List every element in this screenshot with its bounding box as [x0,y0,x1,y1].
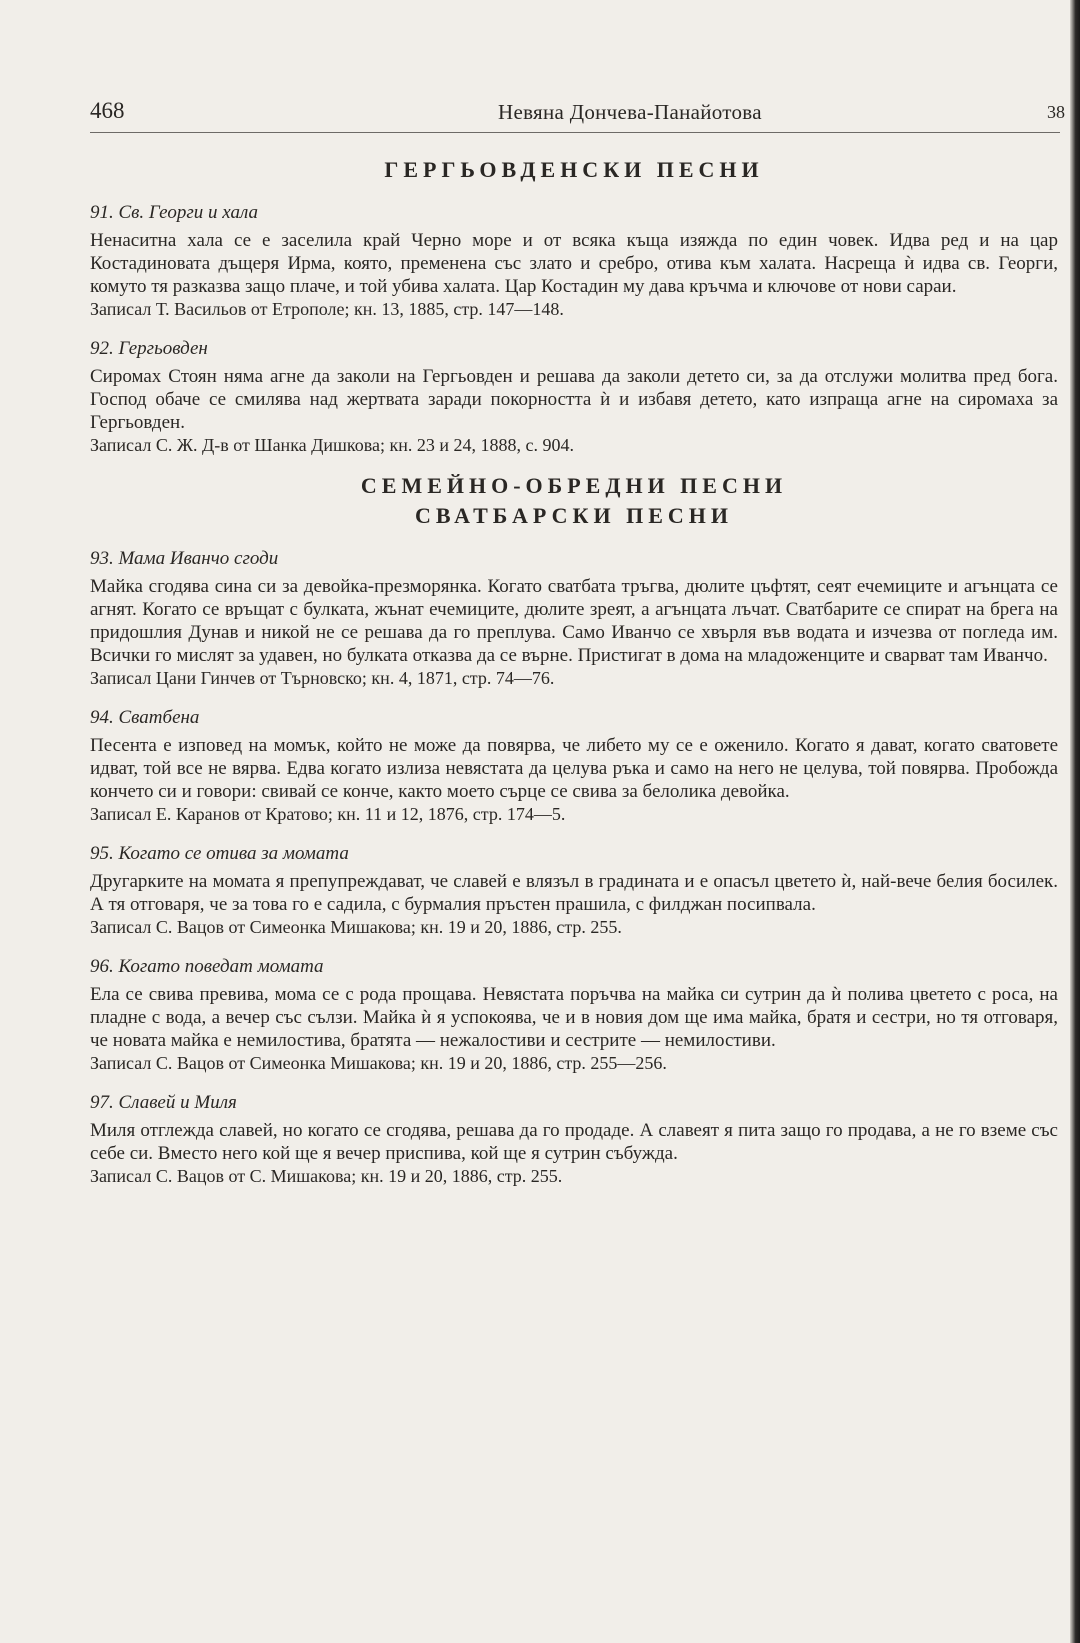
entry-97 [90,1091,1058,1188]
page-edge-shadow [1070,0,1080,1643]
spacer [90,457,1058,471]
entry-93 [90,547,1058,690]
entry-source: Записал Е. Каранов от Кратово; кн. 11 и 12, 1876, стр. 174—5. [90,804,566,824]
entry-title: 97. Славей и Миля [90,1092,237,1113]
entry-source: Записал С. Вацов от С. Мишакова; кн. 19 и 20, 1886, стр. 255. [90,1166,563,1186]
entry-source: Записал С. Вацов от Симеонка Мишакова; кн. 19 и 20, 1886, стр. 255—256. [90,1053,667,1073]
running-title: Невяна Дончева-Панайотова [498,100,762,124]
entry-summary: Ненаситна хала се е заселила край Черно море и от всяка къща изяжда по един човек. Идва ред и на цар Костадиновата дъщеря Ирма, която, пременена със злато и сребро, отива към халата. Насреща ѝ идва св. Георги, комуто тя разказва защо плаче, и той убива халата. Цар Костадин му дава кръчма и ключове от нови сараи. [90,230,1058,297]
entry-95 [90,842,1058,939]
entry-94 [90,706,1058,826]
entry-summary: Миля отглежда славей, но когато се сгодява, решава да го продаде. А славеят я пита защо го продава, а не го вземе със себе си. Вместо него кой ще я вечер приспива, кой ще я сутрин събужда. [90,1120,1058,1164]
entry-source: Записал Цани Гинчев от Търновско; кн. 4, 1871, стр. 74—76. [90,668,555,688]
entry-summary: Песента е изповед на момък, който не може да повярва, че либето му се е оженило. Когато я дават, когато сватовете идват, той все не вярва. Едва когато излиза невястата да целува ръка и само на него не целува, той повярва. Пробожда кончето си и говори: свивай се конче, както моето сърце се свива за белолика девойка. [90,735,1058,802]
entry-96 [90,955,1058,1075]
entry-title: 94. Сватбена [90,707,200,728]
entry-source: Записал Т. Васильов от Етрополе; кн. 13, 1885, стр. 147—148. [90,299,564,319]
entry-summary: Майка сгодява сина си за девойка-презморянка. Когато сватбата тръгва, дюлите цъфтят, сеят ечемиците и агънцата се агнят. Когато се връщат с булката, жънат ечемиците, дюлите зреят, а агънцата лъчат. Сватбарите се спират на брега на придошлия Дунав и никой не се решава да го преплува. Само Иванчо се хвърля във водата и изчезва от погледа им. Всички го мислят за удавен, но булката отказва да се върне. Пристигат в дома на младоженците и сварват там Иванчо. [90,576,1058,666]
entry-summary: Другарките на момата я препупреждават, че славей е влязъл в градината и е опасъл цветето ѝ, най-вече белия босилек. А тя отговаря, че за това го е садила, с бурмалия пръстен прашила, с филджан посипвала. [90,871,1058,915]
subsection-title: СВАТБАРСКИ ПЕСНИ [414,503,733,528]
entry-summary: Сиромах Стоян няма агне да заколи на Гергьовден и решава да заколи детето си, за да отслужи молитва пред бога. Господ обаче се смилява над жертвата заради покорността ѝ и избавя детето, като изпраща агне на сиромаха за Гергьовден. [90,366,1058,433]
header-divider [90,132,1060,133]
entry-title: 96. Когато поведат момата [90,956,324,977]
entry-92 [90,337,1058,457]
entry-source: Записал С. Вацов от Симеонка Мишакова; кн. 19 и 20, 1886, стр. 255. [90,917,622,937]
section-title: ГЕРГЬОВДЕНСКИ ПЕСНИ [384,157,764,182]
page-number: 468 [90,98,125,123]
section-title: СЕМЕЙНО-ОБРЕДНИ ПЕСНИ [360,473,788,498]
entry-91 [90,201,1058,321]
page-content [90,155,1058,1188]
entry-title: 95. Когато се отива за момата [90,843,349,864]
signature-mark: 38 [1047,102,1065,122]
entry-summary: Ела се свива превива, мома се с рода прощава. Невястата поръчва на майка си сутрин да ѝ полива цветето с роса, на пладне с вода, а вечер със сълзи. Майка ѝ я успокоява, че и в новия дом ще има майка, братя и сестри, но тя отговаря, че новата майка е немилостива, братята — нежалостиви и сестрите — немилостиви. [90,984,1058,1051]
entry-title: 93. Мама Иванчо сгоди [90,548,279,569]
entry-title: 91. Св. Георги и хала [90,202,258,223]
entry-title: 92. Гергьовден [90,338,208,359]
entry-source: Записал С. Ж. Д-в от Шанка Дишкова; кн. 23 и 24, 1888, с. 904. [90,435,575,455]
